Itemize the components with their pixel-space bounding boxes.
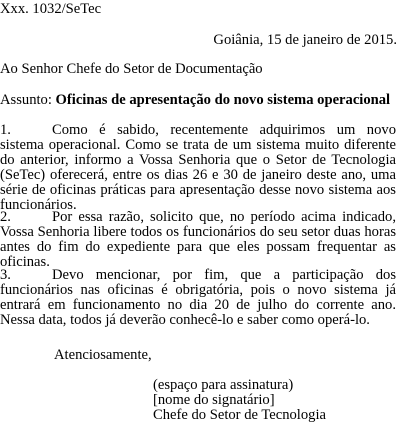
closing-salutation: Atenciosamente,	[54, 347, 152, 363]
signatory-name: [nome do signatário]	[153, 392, 275, 408]
vocative-recipient: Ao Senhor Chefe do Setor de Documentação	[0, 61, 263, 77]
paragraph-text-2: Por essa razão, solicito que, no período acima indicado, Vossa Senhoria libere todos os funcionários do seu setor duas horas antes do fim do expediente para que eles possam frequentar as oficinas.	[0, 209, 396, 270]
paragraph-text-3: Devo mencionar, por fim, que a participação dos funcionários nas oficinas é obrigatória, pois o novo sistema já entrará em funcionamento no dia 20 de julho do corrente ano. Nessa data, todos já deverão conhecê-lo e saber como operá-lo.	[0, 267, 396, 328]
document-reference: Xxx. 1032/SeTec	[0, 1, 102, 17]
paragraph-number-3: 3.	[0, 267, 11, 283]
signatory-title: Chefe do Setor de Tecnologia	[153, 407, 326, 423]
subject-label: Assunto:	[0, 92, 56, 108]
place-and-date: Goiânia, 15 de janeiro de 2015.	[213, 32, 397, 48]
subject-line	[0, 93, 390, 108]
subject-text: Oficinas de apresentação do novo sistema operacional	[55, 92, 391, 108]
body-paragraph-2	[0, 210, 396, 270]
paragraph-number-1: 1.	[0, 122, 11, 138]
body-paragraph-3	[0, 268, 396, 328]
signature-placeholder: (espaço para assinatura)	[153, 377, 294, 393]
paragraph-number-2: 2.	[0, 209, 11, 225]
body-paragraph-1	[0, 123, 396, 213]
paragraph-text-1: Como é sabido, recentemente adquirimos um novo sistema operacional. Como se trata de um sistema muito diferente do anterior, informo a Vossa Senhoria que o Setor de Tecnologia (SeTec) oferecerá, entre os dias 26 e 30 de janeiro deste ano, uma série de oficinas práticas para apresentação desse novo sistema aos funcionários.	[0, 122, 396, 213]
